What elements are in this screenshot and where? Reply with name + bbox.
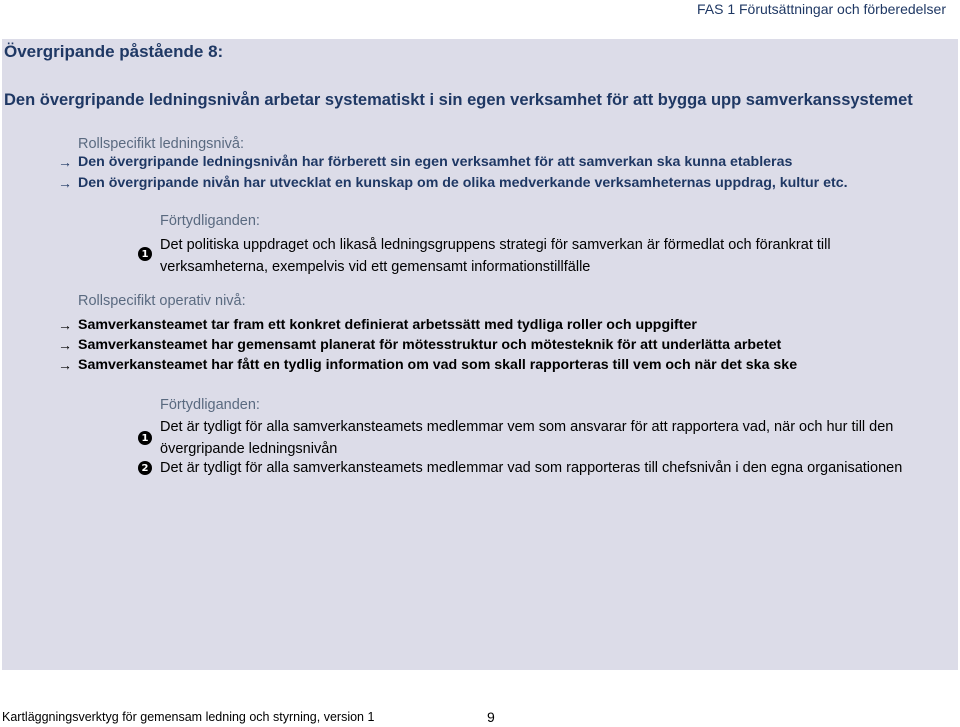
operative-section-label: Rollspecifikt operativ nivå: xyxy=(78,293,246,309)
operative-clarifications-label: Förtydliganden: xyxy=(160,397,260,413)
leadership-clarifications-label: Förtydliganden: xyxy=(160,213,260,229)
numbered-circle-icon: 1 xyxy=(138,247,152,261)
leadership-item-text: Den övergripande ledningsnivån har förberett sin egen verksamhet för att samverkan ska kunna etableras xyxy=(78,154,793,170)
leadership-section-label: Rollspecifikt ledningsnivå: xyxy=(78,136,245,152)
statement-text: Den övergripande ledningsnivån arbetar systematiskt i sin egen verksamhet för att bygga upp samverkanssystemet xyxy=(4,91,913,109)
leadership-clarification-text: Det politiska uppdraget och likaså ledningsgruppens strategi för samverkan är förmedlat och förankrat till verksamheterna, exempelvis vid ett gemensamt informationstillfälle xyxy=(160,237,831,275)
operative-item xyxy=(58,336,781,354)
leadership-item xyxy=(58,174,848,192)
operative-item xyxy=(58,316,697,334)
statement-title: Övergripande påstående 8: xyxy=(4,42,224,61)
arrow-right-icon: → xyxy=(58,337,72,353)
footer-document-title: Kartläggningsverktyg för gemensam ledning och styrning, version 1 xyxy=(2,710,375,724)
arrow-right-icon: → xyxy=(58,154,72,170)
page-header-title: FAS 1 Förutsättningar och förberedelser xyxy=(696,1,946,17)
operative-item-text: Samverkansteamet har gemensamt planerat för mötesstruktur och mötesteknik för att underlätta arbetet xyxy=(78,337,782,353)
arrow-right-icon: → xyxy=(58,357,72,373)
footer-page-number: 9 xyxy=(487,709,495,725)
arrow-right-icon: → xyxy=(58,175,72,191)
operative-item-text: Samverkansteamet har fått en tydlig information om vad som skall rapporteras till vem och när det ska ske xyxy=(78,357,798,373)
operative-item-text: Samverkansteamet tar fram ett konkret definierat arbetssätt med tydliga roller och uppgifter xyxy=(78,317,697,333)
operative-item xyxy=(58,356,797,374)
numbered-circle-icon: 2 xyxy=(138,461,152,475)
operative-clarification-text: Det är tydligt för alla samverkansteamets medlemmar vad som rapporteras till chefsnivån i den egna organisationen xyxy=(160,460,903,476)
arrow-right-icon: → xyxy=(58,317,72,333)
statement-panel xyxy=(2,39,958,670)
leadership-item-text: Den övergripande nivån har utvecklat en kunskap om de olika medverkande verksamheternas uppdrag, kultur etc. xyxy=(78,175,848,191)
leadership-item xyxy=(58,153,792,171)
operative-clarification-text: Det är tydligt för alla samverkansteamets medlemmar vem som ansvarar för att rapportera vad, när och hur till den övergripande ledningsnivån xyxy=(160,419,894,457)
numbered-circle-icon: 1 xyxy=(138,431,152,445)
